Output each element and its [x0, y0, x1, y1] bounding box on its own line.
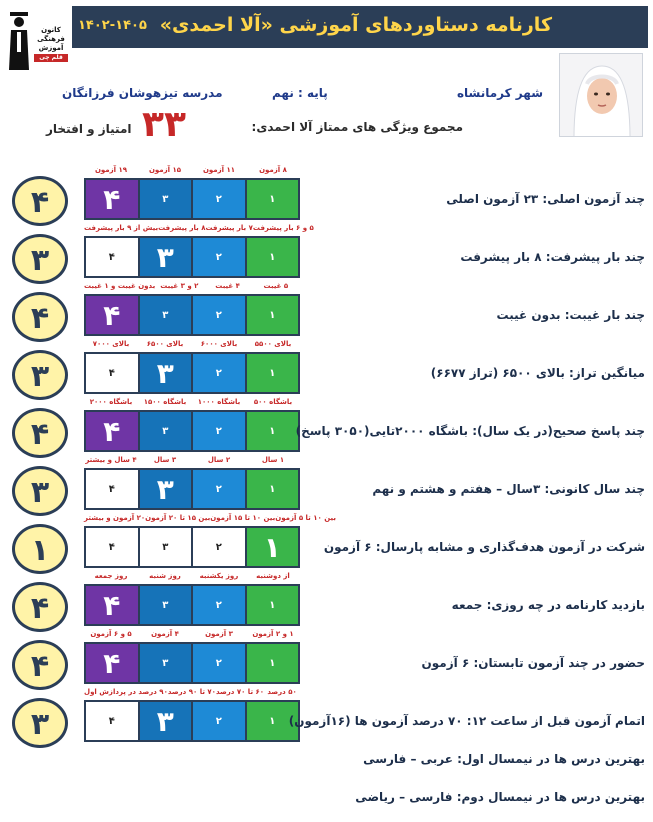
level-cell	[86, 470, 138, 508]
level-caption: ۷۰ تا ۹۰ درصد	[167, 688, 216, 696]
level-cell	[86, 528, 138, 566]
score-circle	[12, 640, 68, 690]
level-captions	[84, 514, 337, 522]
score-circle	[12, 176, 68, 226]
level-captions	[84, 572, 300, 580]
row-label: چند بار پیشرفت: ۸ بار پیشرفت	[460, 250, 645, 264]
row-label: چند بار غیبت: بدون غیبت	[496, 308, 645, 322]
level-caption: روز جمعه	[94, 572, 128, 580]
level-cell-selected	[138, 238, 192, 276]
achievement-row	[0, 456, 653, 520]
level-cell	[191, 180, 245, 218]
level-cell	[191, 470, 245, 508]
graduate-figure-icon	[8, 10, 30, 72]
level-caption: باشگاه ۱۵۰۰	[143, 398, 187, 406]
level-value: ۲	[215, 483, 222, 495]
level-value: ۴	[103, 298, 121, 332]
level-caption: بالای ۶۵۰۰	[146, 340, 184, 348]
achievement-row	[0, 514, 653, 578]
level-bar	[84, 642, 300, 684]
row-label: چند سال کانونی: ۳سال – هفتم و هشتم و نهم	[372, 482, 645, 496]
level-caption: ۲ سال	[207, 456, 231, 464]
level-caption: بدون غیبت و ۱ غیبت	[84, 282, 156, 290]
city: شهر کرمانشاه	[456, 86, 543, 100]
level-cell-selected	[86, 412, 138, 450]
level-bar	[84, 584, 300, 626]
level-value: ۱	[269, 309, 276, 321]
level-value: ۳	[156, 240, 174, 274]
best-subjects-second-term: بهترین درس ها در نیمسال دوم: فارسی – ریاضی	[355, 790, 645, 804]
level-cell	[191, 354, 245, 392]
level-cell	[245, 238, 299, 276]
level-cell	[191, 238, 245, 276]
score-circle	[12, 350, 68, 400]
level-value: ۲	[215, 541, 222, 553]
level-value: ۲	[215, 309, 222, 321]
level-caption: روز شنبه	[149, 572, 181, 580]
level-bar	[84, 468, 300, 510]
logo-text	[34, 26, 68, 62]
score-circle	[12, 466, 68, 516]
level-value: ۳	[162, 657, 169, 669]
level-value: ۱	[263, 530, 281, 564]
level-caption: ۷ بار پیشرفت	[205, 224, 253, 232]
level-value: ۳	[162, 193, 169, 205]
total-label: مجموع ویژگی های ممتاز آلا احمدی:	[251, 120, 463, 134]
row-label: اتمام آزمون قبل از ساعت ۱۲: ۷۰ درصد آزمون ها (۱۶آزمون)	[288, 714, 645, 728]
student-portrait-icon	[560, 54, 643, 137]
logo-line-2: فرهنگی	[37, 35, 65, 43]
level-captions	[84, 688, 300, 696]
level-value: ۳	[162, 541, 169, 553]
level-value: ۱	[269, 715, 276, 727]
level-cell-selected	[138, 702, 192, 740]
level-caption: ۶۰ تا ۷۰ درصد	[215, 688, 265, 696]
level-cell	[138, 528, 192, 566]
level-value: ۱	[269, 483, 276, 495]
level-captions	[84, 630, 300, 638]
score-label: امتیاز و افتخار	[46, 122, 132, 136]
level-value: ۲	[215, 367, 222, 379]
row-score: ۴	[30, 649, 50, 684]
level-cell	[138, 412, 192, 450]
level-caption: ۳ آزمون	[205, 630, 233, 638]
kanoon-logo	[4, 4, 70, 78]
level-value: ۴	[108, 251, 115, 263]
level-caption: روز یکشنبه	[199, 572, 239, 580]
title-bar	[72, 6, 648, 48]
score-circle	[12, 524, 68, 574]
level-cell	[138, 180, 192, 218]
level-caption: ۵۰ درصد	[267, 688, 297, 696]
level-caption: از دوشنبه	[256, 572, 290, 580]
level-value: ۱	[269, 251, 276, 263]
level-cell	[245, 296, 299, 334]
level-cell	[245, 470, 299, 508]
grade: پایه : نهم	[272, 86, 328, 100]
row-label: حضور در چند آزمون تابستان: ۶ آزمون	[421, 656, 645, 670]
row-score: ۴	[30, 185, 50, 220]
level-caption: بالای ۶۰۰۰	[200, 340, 238, 348]
level-caption: ۴ سال و بیشتر	[85, 456, 137, 464]
level-bar	[84, 352, 300, 394]
level-value: ۲	[215, 193, 222, 205]
row-label: میانگین تراز: بالای ۶۵۰۰ (تراز ۶۶۷۷)	[430, 366, 645, 380]
row-score: ۳	[30, 243, 50, 278]
level-value: ۲	[215, 715, 222, 727]
level-bar	[84, 700, 300, 742]
level-bar	[84, 178, 300, 220]
level-bar	[84, 410, 300, 452]
level-caption: ۲ و ۳ غیبت	[160, 282, 199, 290]
level-cell-selected	[86, 644, 138, 682]
level-caption: باشگاه ۲۰۰۰	[89, 398, 133, 406]
level-cell-selected	[86, 296, 138, 334]
row-label: بازدید کارنامه در چه روزی: جمعه	[451, 598, 645, 612]
level-value: ۲	[215, 425, 222, 437]
score-circle	[12, 234, 68, 284]
level-value: ۱	[269, 425, 276, 437]
level-captions	[84, 456, 300, 464]
level-value: ۴	[103, 414, 121, 448]
level-cell	[86, 354, 138, 392]
level-value: ۳	[156, 704, 174, 738]
achievement-row	[0, 166, 653, 230]
level-cell-selected	[138, 354, 192, 392]
score-circle	[12, 698, 68, 748]
level-cell	[245, 644, 299, 682]
level-value: ۱	[269, 367, 276, 379]
level-caption: بین ۱۰ تا ۵ آزمون	[275, 514, 337, 522]
level-cell	[245, 412, 299, 450]
level-caption: باشگاه ۱۰۰۰	[197, 398, 241, 406]
level-cell	[191, 586, 245, 624]
level-value: ۳	[162, 425, 169, 437]
level-value: ۲	[215, 657, 222, 669]
achievement-row	[0, 630, 653, 694]
level-caption: ۱۹ آزمون	[94, 166, 128, 174]
level-caption: بیش از ۹ بار پیشرفت	[84, 224, 159, 232]
level-captions	[84, 282, 300, 290]
level-value: ۲	[215, 599, 222, 611]
level-cell	[138, 644, 192, 682]
level-value: ۴	[108, 715, 115, 727]
level-caption: ۴ آزمون	[151, 630, 179, 638]
row-score: ۴	[30, 417, 50, 452]
level-value: ۴	[103, 182, 121, 216]
level-caption: بین ۱۵ تا ۲۰ آزمون	[145, 514, 211, 522]
level-caption: ۵ غیبت	[263, 282, 289, 290]
level-value: ۱	[269, 193, 276, 205]
row-score: ۴	[30, 591, 50, 626]
level-caption: ۹۰ درصد در پردازش اول	[84, 688, 168, 696]
level-cell-selected	[86, 586, 138, 624]
level-caption: بالای ۵۵۰۰	[254, 340, 292, 348]
score-circle	[12, 408, 68, 458]
row-score: ۳	[30, 475, 50, 510]
logo-line-3: آموزش	[38, 44, 64, 52]
level-caption: باشگاه ۵۰۰	[253, 398, 293, 406]
level-cell-selected	[86, 180, 138, 218]
achievement-row	[0, 224, 653, 288]
level-cell	[191, 644, 245, 682]
logo-line-1: کانون	[41, 26, 61, 34]
level-caption: بالای ۷۰۰۰	[92, 340, 130, 348]
achievement-row	[0, 282, 653, 346]
row-label: چند پاسخ صحیح(در یک سال): باشگاه ۲۰۰۰تایی(۳۰۵۰ پاسخ)	[295, 424, 645, 438]
row-score: ۱	[30, 533, 50, 568]
level-cell	[191, 528, 245, 566]
level-captions	[84, 398, 300, 406]
level-cell	[191, 702, 245, 740]
score-circle	[12, 292, 68, 342]
best-subjects-first-term: بهترین درس ها در نیمسال اول: عربی – فارسی	[363, 752, 645, 766]
level-cell	[245, 180, 299, 218]
row-label: چند آزمون اصلی: ۲۳ آزمون اصلی	[446, 192, 645, 206]
level-value: ۳	[162, 309, 169, 321]
level-cell-selected	[138, 470, 192, 508]
level-value: ۴	[108, 367, 115, 379]
row-score: ۴	[30, 301, 50, 336]
page-title: کارنامه دستاوردهای آموزشی «آلا احمدی»	[159, 14, 552, 36]
score-circle	[12, 582, 68, 632]
level-cell	[86, 238, 138, 276]
level-cell	[86, 702, 138, 740]
row-label: شرکت در آزمون هدف‌گذاری و مشابه پارسال: ۶ آزمون	[323, 540, 645, 554]
logo-tag: قلم چی	[34, 54, 68, 62]
level-cell	[138, 586, 192, 624]
achievement-row	[0, 398, 653, 462]
level-cell	[245, 586, 299, 624]
level-cell	[245, 354, 299, 392]
level-cell	[138, 296, 192, 334]
level-caption: ۵ و ۶ بار پیشرفت	[252, 224, 314, 232]
level-caption: ۸ بار پیشرفت	[158, 224, 206, 232]
level-value: ۳	[156, 472, 174, 506]
level-caption: ۱ سال	[261, 456, 285, 464]
school-name: مدرسه تیزهوشان فرزانگان	[62, 86, 223, 100]
level-captions	[84, 166, 300, 174]
level-cell	[191, 296, 245, 334]
level-value: ۴	[103, 588, 121, 622]
year-range: ۱۴۰۲-۱۴۰۵	[78, 18, 147, 33]
level-value: ۱	[269, 599, 276, 611]
row-score: ۳	[30, 359, 50, 394]
level-cell-selected	[245, 528, 299, 566]
level-bar	[84, 294, 300, 336]
level-caption: ۱ و ۲ آزمون	[252, 630, 294, 638]
level-value: ۲	[215, 251, 222, 263]
level-value: ۴	[108, 483, 115, 495]
level-captions	[84, 224, 314, 232]
level-value: ۳	[162, 599, 169, 611]
level-value: ۳	[156, 356, 174, 390]
level-bar	[84, 526, 300, 568]
level-value: ۱	[269, 657, 276, 669]
level-bar	[84, 236, 300, 278]
level-caption: ۱۵ آزمون	[148, 166, 182, 174]
level-captions	[84, 340, 300, 348]
level-caption: بین ۱۰ تا ۱۵ آزمون	[210, 514, 276, 522]
level-value: ۴	[103, 646, 121, 680]
level-caption: ۴ غیبت	[215, 282, 240, 290]
level-caption: ۲۰ آزمون و بیشتر	[84, 514, 146, 522]
level-caption: ۳ سال	[153, 456, 177, 464]
level-caption: ۱۱ آزمون	[202, 166, 236, 174]
row-score: ۳	[30, 707, 50, 742]
level-value: ۴	[108, 541, 115, 553]
total-score: ۳۳	[142, 104, 186, 145]
level-caption: ۵ و ۶ آزمون	[90, 630, 132, 638]
achievement-row	[0, 572, 653, 636]
student-photo	[559, 53, 643, 137]
achievement-row	[0, 340, 653, 404]
level-caption: ۸ آزمون	[259, 166, 287, 174]
achievement-row	[0, 688, 653, 752]
level-cell	[191, 412, 245, 450]
